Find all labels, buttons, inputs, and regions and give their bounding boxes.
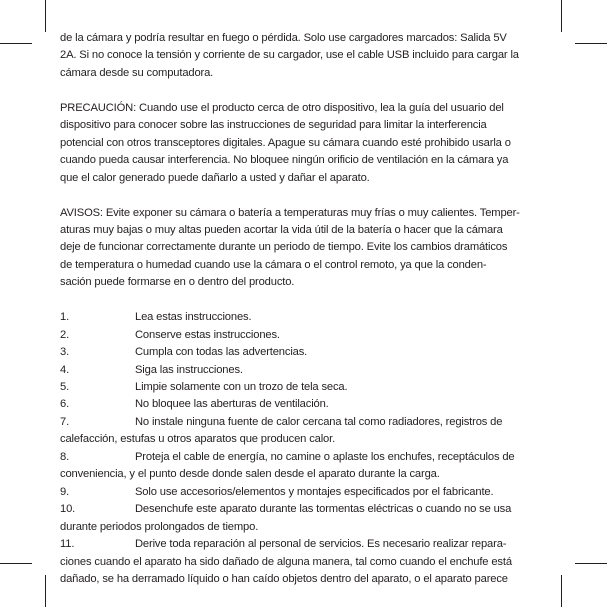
instruction-number: 10. bbox=[60, 503, 76, 516]
instruction-number: 3. bbox=[60, 346, 70, 359]
instruction-line bbox=[60, 449, 550, 466]
instruction-item bbox=[60, 484, 550, 501]
instruction-continuation-line: conveniencia, y el punto desde donde salen desde el aparato durante la carga. bbox=[60, 468, 440, 481]
instruction-text: No bloquee las aberturas de ventilación. bbox=[135, 398, 329, 411]
instruction-text: Desenchufe este aparato durante las tormentas eléctricas o cuando no se usa bbox=[135, 503, 512, 516]
instruction-number: 8. bbox=[60, 450, 70, 463]
instruction-item bbox=[60, 536, 550, 588]
instruction-line bbox=[60, 362, 550, 379]
text-line: de temperatura o humedad cuando use la cámara o el control remoto, ya que la conden- bbox=[60, 258, 487, 271]
instruction-text: Lea estas instrucciones. bbox=[135, 311, 252, 324]
text-line: AVISOS: Evite exponer su cámara o batería a temperaturas muy frías o muy calientes. Temper- bbox=[60, 206, 520, 219]
instruction-continuation-line: durante periodos prolongados de tiempo. bbox=[60, 520, 259, 533]
instruction-line bbox=[60, 396, 550, 413]
instruction-text: Proteja el cable de energía, no camine o aplaste los enchufes, receptáculos de bbox=[135, 450, 515, 463]
instruction-line bbox=[60, 501, 550, 518]
instruction-number: 5. bbox=[60, 381, 70, 394]
instruction-continuation-line: dañado, se ha derramado líquido o han caído objetos dentro del aparato, o el aparato parece bbox=[60, 573, 508, 585]
instruction-continuation-line: ciones cuando el aparato ha sido dañado de alguna manera, tal como cuando el enchufe está bbox=[60, 555, 512, 568]
text-line: aturas muy bajas o muy altas pueden acortar la vida útil de la batería o hacer que la cámara bbox=[60, 223, 503, 236]
document-body bbox=[60, 30, 550, 588]
crop-mark-top-right bbox=[575, 43, 607, 44]
instruction-number: 4. bbox=[60, 363, 70, 376]
instruction-line bbox=[60, 414, 550, 431]
text-line: que el calor generado puede dañarlo a usted y dañar el aparato. bbox=[60, 171, 370, 184]
crop-mark-top-left bbox=[0, 43, 32, 44]
instruction-number: 1. bbox=[60, 311, 70, 324]
crop-mark-top-right bbox=[561, 0, 562, 32]
instruction-item bbox=[60, 396, 550, 413]
text-line: PRECAUCIÓN: Cuando use el producto cerca de otro dispositivo, lea la guía del usuario del bbox=[60, 101, 504, 114]
text-line: cámara desde su computadora. bbox=[60, 66, 214, 79]
paragraph-gap bbox=[60, 187, 550, 204]
instruction-line bbox=[60, 309, 550, 326]
instruction-continuation-line: calefacción, estufas u otros aparatos que producen calor. bbox=[60, 433, 336, 446]
crop-mark-bottom-left bbox=[0, 563, 32, 564]
notice-paragraph bbox=[60, 205, 550, 292]
text-line: deje de funcionar correctamente durante un periodo de tiempo. Evite los cambios dramáticos bbox=[60, 241, 508, 254]
instruction-text: Limpie solamente con un trozo de tela seca. bbox=[135, 381, 348, 394]
text-line: sación puede formarse en o dentro del producto. bbox=[60, 276, 295, 289]
paragraph-gap bbox=[60, 292, 550, 309]
instructions-list bbox=[60, 309, 550, 588]
text-line: de la cámara y podría resultar en fuego o pérdida. Solo use cargadores marcados: Salida 5V bbox=[60, 32, 507, 44]
instruction-line bbox=[60, 379, 550, 396]
instruction-number: 2. bbox=[60, 328, 70, 341]
text-line: potencial con otros transceptores digitales. Apague su cámara cuando esté prohibido usarla o bbox=[60, 136, 511, 149]
paragraph-gap bbox=[60, 82, 550, 99]
instruction-line bbox=[60, 344, 550, 361]
instruction-item bbox=[60, 414, 550, 449]
warning-continuation-paragraph bbox=[60, 30, 550, 82]
instruction-item bbox=[60, 327, 550, 344]
instruction-number: 11. bbox=[60, 538, 75, 551]
instruction-item bbox=[60, 309, 550, 326]
instruction-item bbox=[60, 344, 550, 361]
crop-mark-bottom-left bbox=[45, 575, 46, 607]
instruction-text: Cumpla con todas las advertencias. bbox=[135, 346, 308, 359]
instruction-text: Derive toda reparación al personal de servicios. Es necesario realizar repara- bbox=[135, 538, 507, 551]
text-line: 2A. Si no conoce la tensión y corriente de su cargador, use el cable USB incluido para cargar la bbox=[60, 49, 519, 62]
instruction-text: Siga las instrucciones. bbox=[135, 363, 243, 376]
caution-paragraph bbox=[60, 100, 550, 187]
crop-mark-bottom-right bbox=[561, 575, 562, 607]
text-line: cuando pueda causar interferencia. No bloquee ningún orificio de ventilación en la cámara ya bbox=[60, 154, 509, 167]
crop-mark-bottom-right bbox=[575, 563, 607, 564]
instruction-text: No instale ninguna fuente de calor cercana tal como radiadores, registros de bbox=[135, 415, 503, 428]
instruction-item bbox=[60, 379, 550, 396]
instruction-number: 6. bbox=[60, 398, 70, 411]
instruction-line bbox=[60, 327, 550, 344]
instruction-number: 9. bbox=[60, 485, 70, 498]
instruction-line bbox=[60, 536, 550, 553]
instruction-text: Conserve estas instrucciones. bbox=[135, 328, 280, 341]
crop-mark-top-left bbox=[45, 0, 46, 32]
instruction-text: Solo use accesorios/elementos y montajes especificados por el fabricante. bbox=[135, 485, 494, 498]
instruction-line bbox=[60, 484, 550, 501]
text-line: dispositivo para conocer sobre las instrucciones de seguridad para limitar la interferencia bbox=[60, 119, 487, 132]
instruction-number: 7. bbox=[60, 415, 70, 428]
instruction-item bbox=[60, 449, 550, 484]
instruction-item bbox=[60, 501, 550, 536]
instruction-item bbox=[60, 362, 550, 379]
